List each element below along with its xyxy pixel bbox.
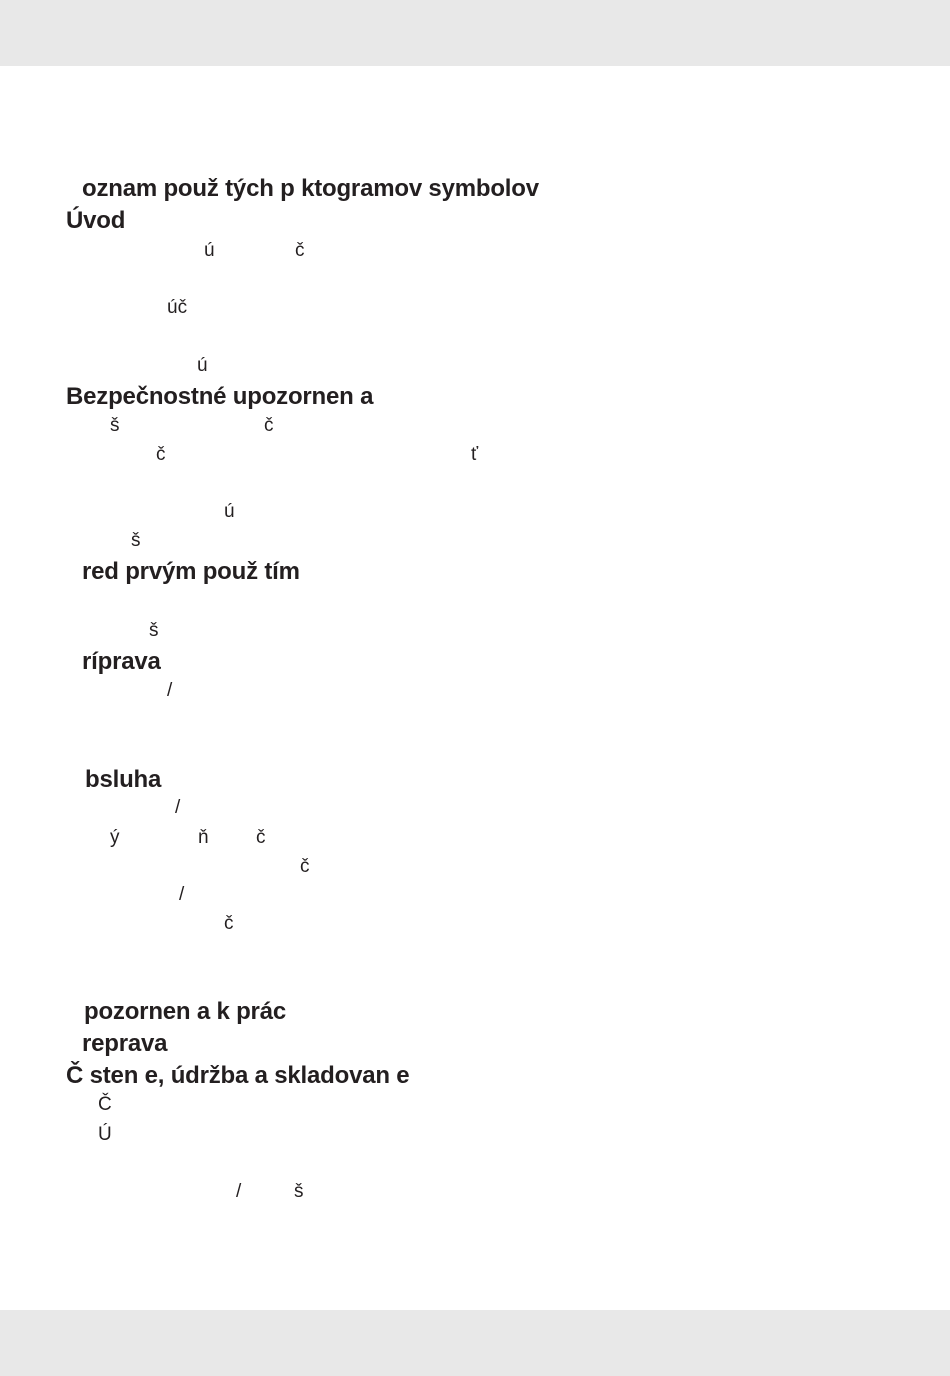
heading-symbols: oznam použ tých p ktogramov symbolov xyxy=(82,175,539,202)
text-fragment: / xyxy=(175,797,181,818)
heading-before-use: red prvým použ tím xyxy=(82,558,300,585)
text-fragment: š xyxy=(110,415,120,436)
text-fragment: ť xyxy=(471,444,479,465)
text-fragment: ú xyxy=(204,240,215,261)
text-fragment: / xyxy=(167,680,173,701)
text-fragment: č xyxy=(156,444,166,465)
text-fragment: ň xyxy=(198,827,209,848)
text-fragment: č xyxy=(264,415,274,436)
text-fragment: Č xyxy=(98,1094,112,1115)
heading-intro: Úvod xyxy=(66,207,126,234)
text-fragment: / xyxy=(236,1181,242,1202)
text-fragment: ý xyxy=(110,827,120,848)
bottom-gray-band xyxy=(0,1310,950,1376)
text-fragment: č xyxy=(256,827,266,848)
text-fragment: š xyxy=(131,530,141,551)
text-fragment: ú xyxy=(224,501,235,522)
heading-safety: Bezpečnostné upozornen a xyxy=(66,383,374,410)
text-fragment: č xyxy=(295,240,305,261)
heading-operation: bsluha xyxy=(85,766,162,793)
text-fragment: š xyxy=(294,1181,304,1202)
text-fragment: ú xyxy=(197,355,208,376)
heading-cleaning: Č sten e, údržba a skladovan e xyxy=(66,1062,410,1089)
heading-repair: reprava xyxy=(82,1030,168,1057)
text-fragment: / xyxy=(179,884,185,905)
text-fragment: č xyxy=(224,913,234,934)
text-fragment: úč xyxy=(167,297,188,318)
heading-preparation: ríprava xyxy=(82,648,161,675)
text-fragment: š xyxy=(149,620,159,641)
text-fragment: č xyxy=(300,856,310,877)
text-fragment: Ú xyxy=(98,1124,112,1145)
heading-work-tips: pozornen a k prác xyxy=(84,998,286,1025)
top-gray-band xyxy=(0,0,950,66)
